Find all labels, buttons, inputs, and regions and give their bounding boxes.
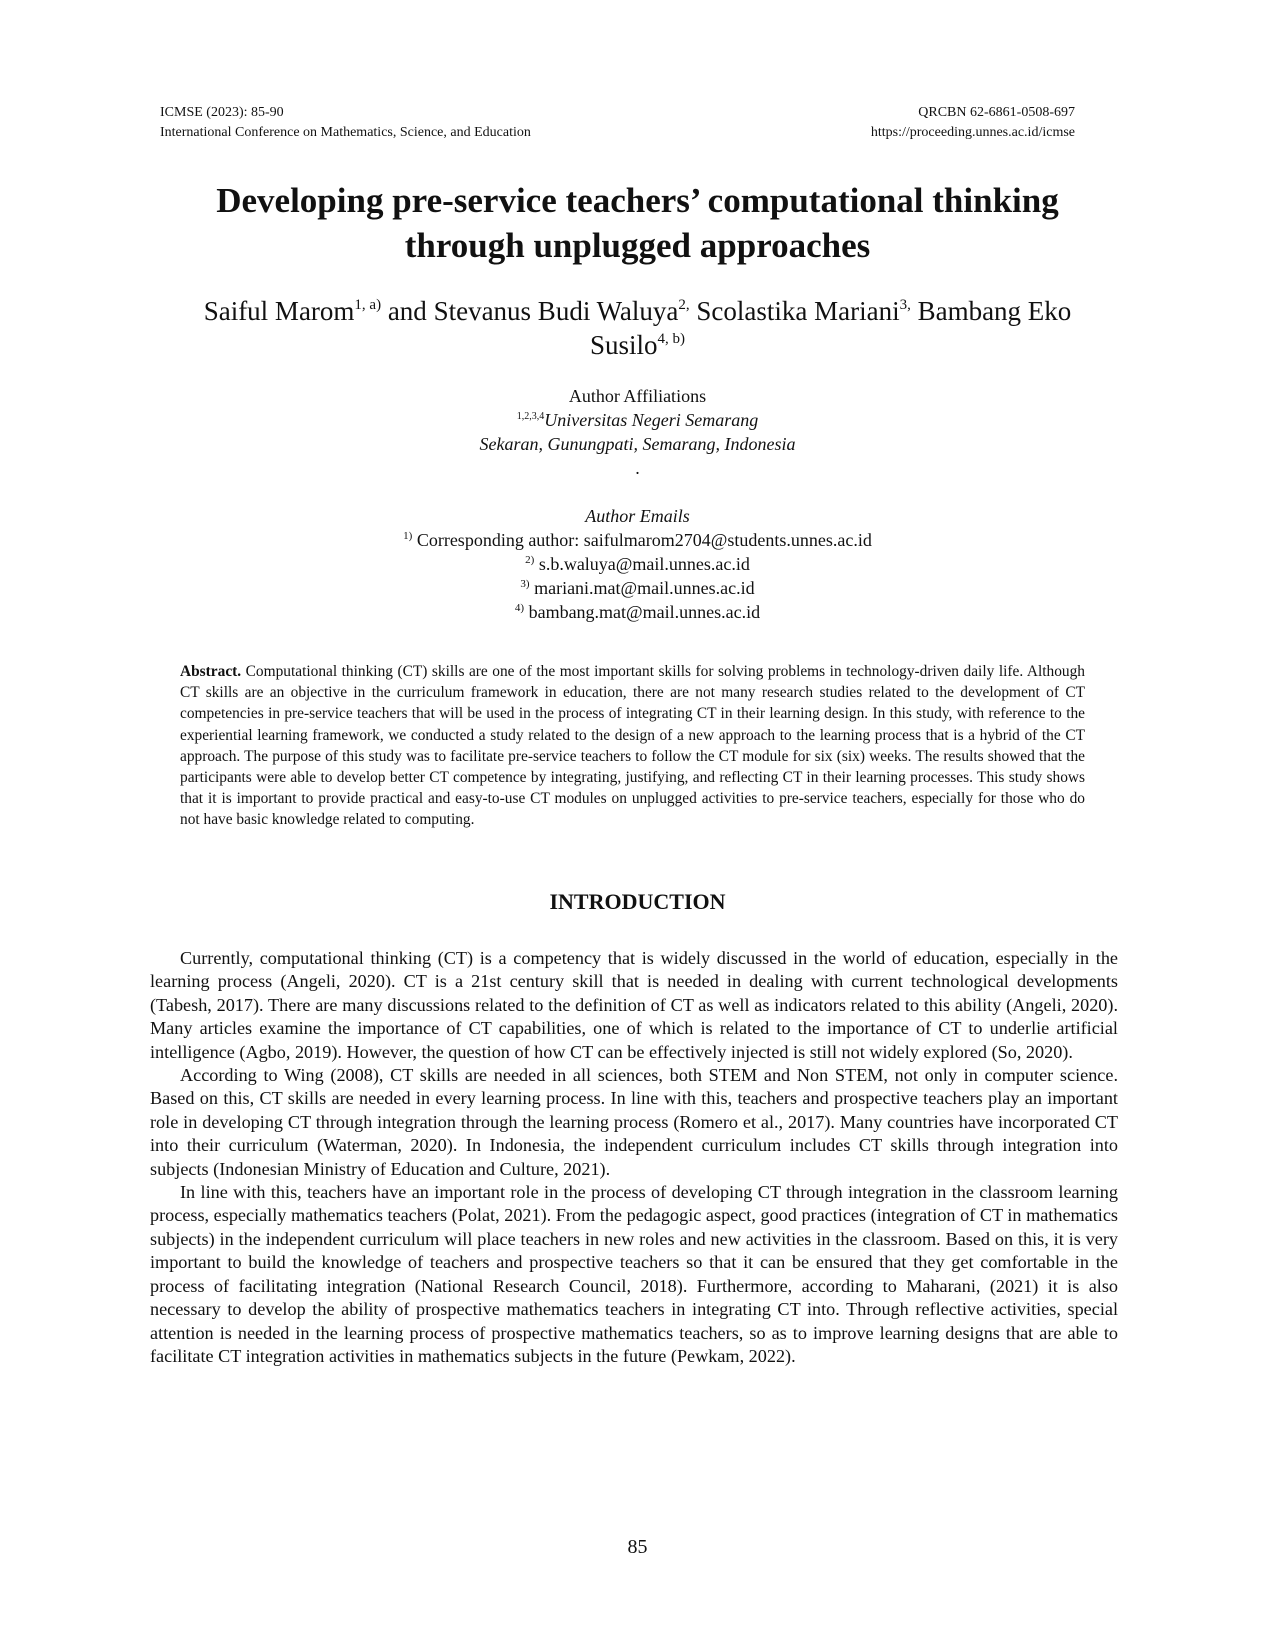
email-text: Corresponding author: saifulmarom2704@students.unnes.ac.id xyxy=(412,530,872,550)
email-superscript: 1) xyxy=(403,530,413,542)
author-superscript: 4, b) xyxy=(657,331,686,347)
qrcbn-number: QRCBN 62-6861-0508-697 xyxy=(918,105,1075,120)
author-emails xyxy=(250,504,1025,624)
author-name: Bambang Eko xyxy=(910,296,1072,326)
email-text: bambang.mat@mail.unnes.ac.id xyxy=(524,602,761,622)
author-name: Scolastika Mariani xyxy=(689,296,900,326)
affiliations-heading: Author Affiliations xyxy=(568,386,707,406)
body-paragraph: Currently, computational thinking (CT) is a competency that is widely discussed in the world of education, especially in the learning process (Angeli, 2020). CT is a 21st century skill that is needed in dealing with current technological developments (Tabesh, 2017). There are many discussions related to the definition of CT as well as indicators related to this ability (Angeli, 2020). Many articles examine the importance of CT capabilities, one of which is related to the importance of CT to underlie artificial intelligence (Agbo, 2019). However, the question of how CT can be effectively injected is still not widely explored (So, 2020). xyxy=(150,948,1118,1062)
body-paragraph: In line with this, teachers have an important role in the process of developing CT through integration in the classroom learning process, especially mathematics teachers (Polat, 2021). From the pedagogic aspect, good practices (integration of CT in mathematics subjects) in the independent curriculum will place teachers in new roles and new activities in the classroom. Based on this, it is very important to build the knowledge of teachers and prospective teachers so that it can be ensured that they get comfortable in the process of facilitating integration (National Research Council, 2018). Furthermore, according to Maharani, (2021) it is also necessary to develop the ability of prospective mathematics teachers in integrating CT into. Through reflective activities, special attention is needed in the learning process of prospective mathematics teachers, so as to improve learning designs that are able to facilitate CT integration activities in mathematics subjects in the future (Pewkam, 2022). xyxy=(150,1182,1118,1366)
introduction-body xyxy=(150,947,1118,1368)
university-name: Universitas Negeri Semarang xyxy=(544,410,759,430)
conference-citation: ICMSE (2023): 85-90 xyxy=(160,105,284,120)
email-superscript: 3) xyxy=(520,578,530,590)
affiliation-superscript: 1,2,3,4 xyxy=(516,411,545,422)
email-line xyxy=(250,528,1025,552)
author-superscript: 2, xyxy=(678,297,690,313)
author-name: Susilo xyxy=(589,330,658,360)
abstract xyxy=(180,661,1085,831)
author-affiliations xyxy=(300,384,975,480)
page-number: 85 xyxy=(627,1536,648,1558)
abstract-label: Abstract. xyxy=(180,663,242,680)
author-name: Stevanus Budi Waluya xyxy=(433,296,679,326)
body-paragraph: According to Wing (2008), CT skills are needed in all sciences, both STEM and Non STEM, not only in computer science. Based on this, CT skills are needed in every learning process. In line with this, teachers and prospective teachers play an important role in developing CT through integration through the learning process (Romero et al., 2017). Many countries have incorporated CT into their curriculum (Waterman, 2020). In Indonesia, the independent curriculum includes CT skills through integration into subjects (Indonesian Ministry of Education and Culture, 2021). xyxy=(150,1065,1118,1179)
email-superscript: 2) xyxy=(525,554,535,566)
author-list xyxy=(140,294,1135,362)
author-superscript: 1, a) xyxy=(354,297,382,313)
email-superscript: 4) xyxy=(514,602,525,614)
email-line xyxy=(250,600,1025,624)
author-superscript: 3, xyxy=(899,297,911,313)
author-name: Saiful Marom xyxy=(203,296,355,326)
title-line-2: through unplugged approaches xyxy=(404,226,871,265)
email-line xyxy=(250,552,1025,576)
affiliation-dot: . xyxy=(635,458,640,478)
abstract-text: Computational thinking (CT) skills are one of the most important skills for solving problems in technology-driven daily life. Although CT skills are an objective in the curriculum framework in education, there are not many research studies related to the development of CT competencies in pre-service teachers that will be used in the process of integrating CT in their learning design. In this study, with reference to the experiential learning framework, we conducted a study related to the design of a new approach to the learning process that is a hybrid of the CT approach. The purpose of this study was to facilitate pre-service teachers to follow the CT module for six (six) weeks. The results showed that the participants were able to develop better CT competence by integrating, justifying, and reflecting CT in their learning processes. This study shows that it is important to provide practical and easy-to-use CT modules on unplugged activities to pre-service teachers, especially for those who do not have basic knowledge related to computing. xyxy=(180,663,1085,829)
emails-heading: Author Emails xyxy=(585,506,690,526)
proceeding-url: https://proceeding.unnes.ac.id/icmse xyxy=(870,125,1075,140)
conference-name: International Conference on Mathematics, Science, and Education xyxy=(160,125,531,140)
email-text: mariani.mat@mail.unnes.ac.id xyxy=(529,578,755,598)
university-address: Sekaran, Gunungpati, Semarang, Indonesia xyxy=(479,434,796,454)
section-heading-introduction: INTRODUCTION xyxy=(549,889,726,914)
email-line xyxy=(250,576,1025,600)
title-line-1: Developing pre-service teachers’ computational thinking xyxy=(216,181,1059,220)
email-text: s.b.waluya@mail.unnes.ac.id xyxy=(534,554,750,574)
running-header xyxy=(160,103,1075,143)
author-separator: and xyxy=(381,296,434,326)
paper-title xyxy=(120,178,1155,268)
